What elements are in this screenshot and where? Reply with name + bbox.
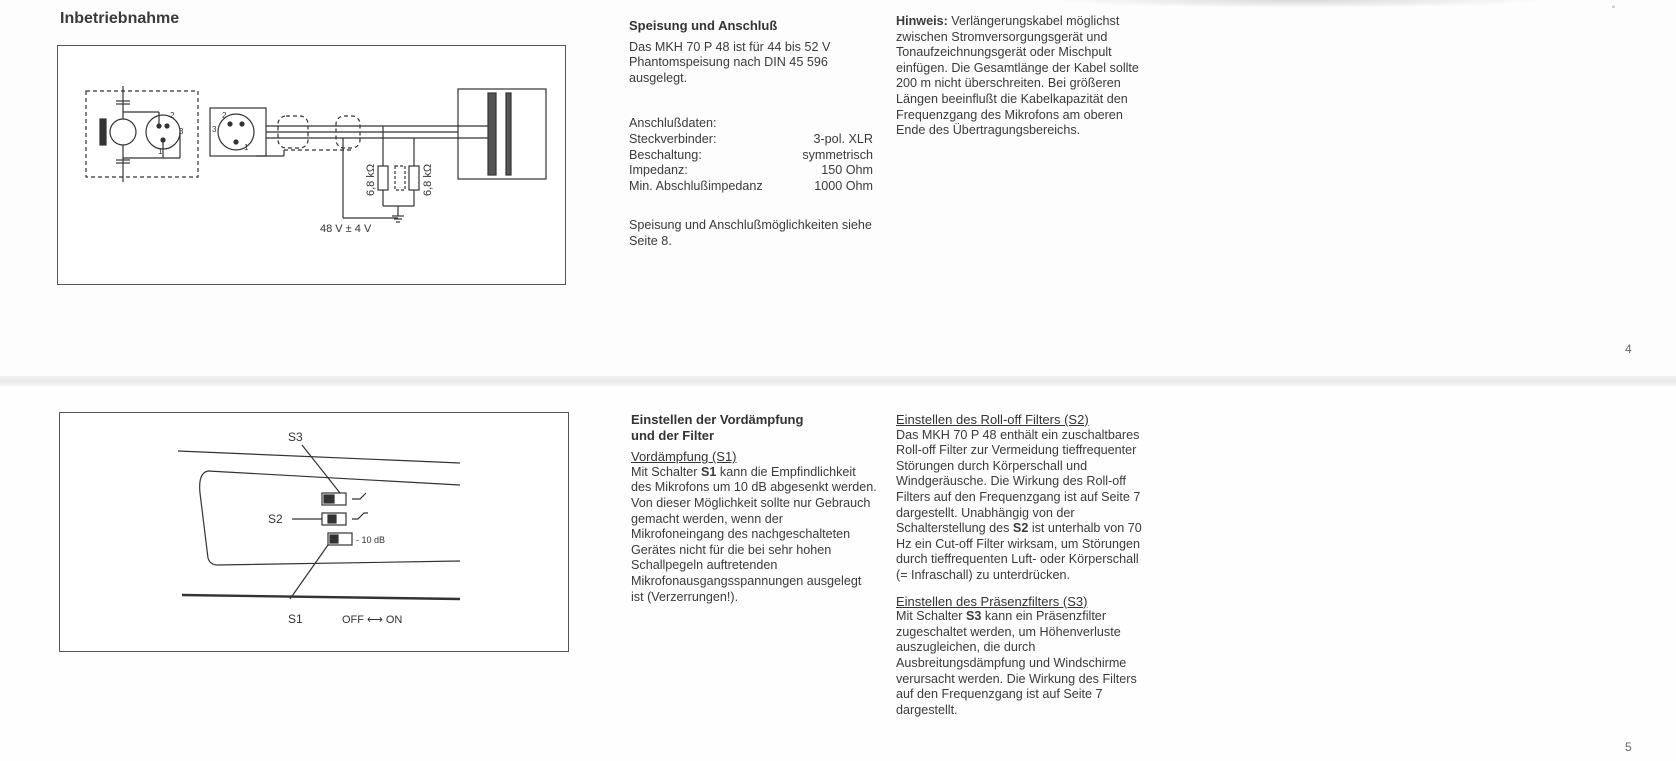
data-row: Steckverbinder: 3-pol. XLR <box>629 131 873 146</box>
resistor-label: 6,8 kΩ <box>365 163 377 196</box>
page-number: 5 <box>1625 740 1632 754</box>
pin-label: 1 <box>244 143 249 152</box>
pin-label: 2 <box>222 111 227 120</box>
device-box <box>458 89 546 179</box>
capsule-circle <box>110 119 136 145</box>
supply-label: 48 V ± 4 V <box>320 223 372 235</box>
s3-label: S3 <box>288 430 303 444</box>
paragraph: Mit Schalter S1 kann die Empfindlichkeit des Mikrofons um 10 dB abgesenkt werden. Von dieser Möglichkeit sollte nur Gebrauch gemacht werden, wenn der Mikrofoneingang des nachgeschalteten Gerätes nicht für die bei sehr hohen Schallpegeln auftretenden Mikrofonausgangsspannungen ausgelegt ist (Verzerrungen!). <box>631 464 877 604</box>
pin-label: 1 <box>158 147 163 156</box>
scan-shadow <box>1050 0 1550 8</box>
switch-diagram <box>59 412 569 652</box>
s1-label: S1 <box>288 612 303 626</box>
paragraph: Speisung und Anschlußmöglichkeiten siehe Seite 8. <box>629 218 872 248</box>
pin-label: 2 <box>170 111 175 120</box>
paragraph: Mit Schalter S3 kann ein Präsenzfilter zugeschaltet werden, um Höhenverluste auszugleichen, die durch Ausbreitungsdämpfung und Windschirme verursacht werden. Die Wirkung des Filters auf den Frequenzgang ist auf Seite 7 dargestellt. <box>896 609 1137 717</box>
hinweis-text: Verlängerungskabel möglichst zwischen Stromversorgungsgerät und Tonaufzeichnungsgerät oder Mischpult einfügen. Die Gesamtlänge der Kabel sollte 200 m nicht überschreiten. Bei größeren Längen beeinflußt die Kabelkapazität den Frequenzgang des Mikrofons am oberen Ende des Übertragungsbereichs. <box>896 14 1139 138</box>
paragraph: Das MKH 70 P 48 ist für 44 bis 52 V Phantomspeisung nach DIN 45 596 ausgelegt. <box>629 39 831 85</box>
hinweis-section <box>896 14 1142 139</box>
scan-mark: ˚ <box>1612 6 1616 17</box>
pin-label: 3 <box>212 125 217 134</box>
sub-heading: Vordämpfung (S1) <box>631 449 737 465</box>
sub-heading: Einstellen des Präsenzfilters (S3) <box>896 593 1088 609</box>
data-row: Beschaltung: symmetrisch <box>629 147 873 162</box>
filter-section <box>896 412 1142 718</box>
section-heading: Einstellen der Vordämpfung <box>631 412 804 427</box>
attenuation-label: - 10 dB <box>356 535 386 545</box>
off-on-label: OFF ⟷ ON <box>342 614 403 626</box>
page-number: 4 <box>1625 342 1632 356</box>
section-heading: Speisung und Anschluß <box>629 18 778 33</box>
data-title: Anschlußdaten: <box>629 116 717 131</box>
section-heading: und der Filter <box>631 427 715 443</box>
resistor-label: 6,8 kΩ <box>422 163 434 196</box>
hinweis-label: Hinweis: <box>896 14 948 28</box>
page-fold <box>0 376 1676 386</box>
wiring-diagram <box>57 45 566 285</box>
speisung-section <box>629 18 873 250</box>
paragraph: Das MKH 70 P 48 enthält ein zuschaltbares Roll-off Filter zur Vermeidung tieffrequenter Störungen durch Körperschall und Windgeräusche. Die Wirkung des Roll-off Filters auf den Frequenzgang ist auf Seite 7 dargestellt. Unabhängig von der Schalterstellung des S2 ist unterhalb von 70 Hz ein Cut-off Filter wirksam, um Störungen durch tieffrequenten Luft- oder Körperschall (= Infraschall) zu unterdrücken. <box>896 427 1142 582</box>
vordaempfung-section <box>631 412 877 605</box>
s2-label: S2 <box>268 512 283 526</box>
sub-heading: Einstellen des Roll-off Filters (S2) <box>896 412 1089 427</box>
page-title: Inbetriebnahme <box>60 10 180 27</box>
data-row: Impedanz: 150 Ohm <box>629 163 873 178</box>
pin-label: 3 <box>179 127 184 136</box>
data-row: Min. Abschlußimpedanz 1000 Ohm <box>629 178 873 193</box>
capsule-plate <box>100 119 106 145</box>
